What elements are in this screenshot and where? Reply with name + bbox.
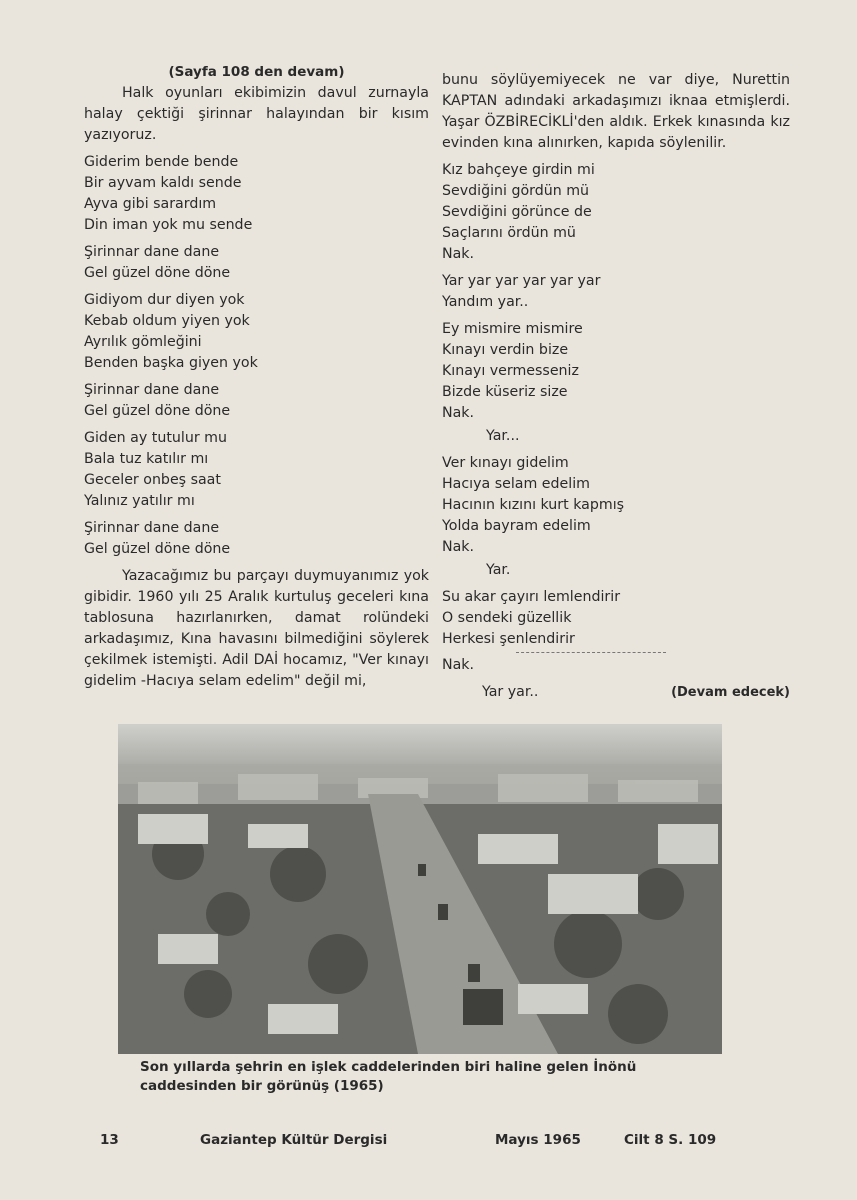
to-be-continued: (Devam edecek) xyxy=(671,685,790,700)
verse-line: Giden ay tutulur mu xyxy=(84,430,227,446)
stanza-mismire xyxy=(442,319,790,424)
verse-line: Gel güzel döne döne xyxy=(84,541,231,557)
verse-line: Gidiyom dur diyen yok xyxy=(84,292,245,308)
stanza xyxy=(84,518,429,560)
right-column xyxy=(442,70,790,703)
verse-line: Gel güzel döne döne xyxy=(84,265,231,281)
verse-line: Kız bahçeye girdin mi xyxy=(442,162,595,178)
verse-line: Nak. xyxy=(442,657,475,673)
verse-line: Yar yar yar yar yar yar xyxy=(442,273,601,289)
verse-line: Benden başka giyen yok xyxy=(84,355,258,371)
city-street-photo-illustration xyxy=(118,724,722,1054)
stanza-su-akar xyxy=(442,587,790,650)
verse-line: Bir ayvam kaldı sende xyxy=(84,175,242,191)
stanza xyxy=(84,380,429,422)
verse-line: Kınayı verdin bize xyxy=(442,342,569,358)
verse-line: Hacıya selam edelim xyxy=(442,476,590,492)
refrain-yar-2: Yar. xyxy=(486,562,511,578)
stanza xyxy=(84,242,429,284)
left-column xyxy=(84,62,429,698)
verse-line: Herkesi şenlendirir xyxy=(442,631,575,647)
photo-caption: Son yıllarda şehrin en işlek caddelerinden biri haline gelen İnönü caddesinden bir görünüş (1965) xyxy=(140,1059,637,1094)
stanza-ver-kinayi xyxy=(442,453,790,558)
refrain-yar: Yar... xyxy=(486,428,520,444)
stanza-kiz-bahceye xyxy=(442,160,790,265)
verse-line: Ayrılık gömleğini xyxy=(84,334,202,350)
volume-issue: Cilt 8 S. 109 xyxy=(624,1132,717,1148)
stanza xyxy=(84,152,429,236)
verse-line: Yalınız yatılır mı xyxy=(84,493,195,509)
verse-line: Yandım yar.. xyxy=(442,294,529,310)
verse-line: Kebab oldum yiyen yok xyxy=(84,313,250,329)
continuation-note: (Sayfa 108 den devam) xyxy=(168,64,345,80)
verse-line: Sevdiğini görünce de xyxy=(442,204,592,220)
verse-line: Giderim bende bende xyxy=(84,154,239,170)
page-footer xyxy=(100,1132,740,1154)
verse-line: Saçlarını ördün mü xyxy=(442,225,576,241)
final-row xyxy=(442,682,790,703)
stanza xyxy=(84,290,429,374)
verse-line: Sevdiğini gördün mü xyxy=(442,183,590,199)
stanza xyxy=(84,428,429,512)
verse-line: Nak. xyxy=(442,405,475,421)
closing-paragraph: Yazacağımız bu parçayı duymuyanımız yok gibidir. 1960 yılı 25 Aralık kurtuluş geceleri kına tablosuna hazırlanırken, damat rolündeki arkadaşımız, Kına havasını bilmediğini söylerek çekilmek istemişti. Adil DAİ hocamız, "Ver kınayı gidelim -Hacıya selam edelim" değil mi, xyxy=(84,568,429,689)
verse-line: Ey mismire mismire xyxy=(442,321,583,337)
page-number: 13 xyxy=(100,1132,119,1148)
verse-line: Su akar çayırı lemlendirir xyxy=(442,589,621,605)
final-refrain: Yar yar.. xyxy=(482,684,539,700)
stanza-yar-yar xyxy=(442,271,790,313)
opening-paragraph: bunu söylüyemiyecek ne var diye, Nurettin KAPTAN adındaki arkadaşımızı iknaa etmişlerdi. Yaşar ÖZBİRECİKLİ'den aldık. Erkek kınasında kız evinden kına alınırken, kapıda söylenilir. xyxy=(442,72,790,151)
street-photo xyxy=(118,724,722,1054)
verse-line: Gel güzel döne döne xyxy=(84,403,231,419)
verse-line: Şirinnar dane dane xyxy=(84,382,220,398)
verse-line: Geceler onbeş saat xyxy=(84,472,221,488)
verse-line: Din iman yok mu sende xyxy=(84,217,253,233)
intro-paragraph: Halk oyunları ekibimizin davul zurnayla halay çektiği şirinnar halayından bir kısım yazıyoruz. xyxy=(84,85,429,143)
verse-line: Ayva gibi sarardım xyxy=(84,196,217,212)
divider-rule xyxy=(516,652,666,653)
verse-line: Hacının kızını kurt kapmış xyxy=(442,497,625,513)
verse-line: Yolda bayram edelim xyxy=(442,518,591,534)
verse-line: O sendeki güzellik xyxy=(442,610,572,626)
verse-line: Şirinnar dane dane xyxy=(84,520,220,536)
verse-line: Ver kınayı gidelim xyxy=(442,455,569,471)
verse-line: Bala tuz katılır mı xyxy=(84,451,209,467)
magazine-name: Gaziantep Kültür Dergisi xyxy=(200,1132,388,1148)
verse-line: Bizde küseriz size xyxy=(442,384,568,400)
left-stanzas xyxy=(84,152,429,560)
issue-date: Mayıs 1965 xyxy=(495,1132,581,1148)
verse-line: Kınayı vermesseniz xyxy=(442,363,579,379)
verse-line: Nak. xyxy=(442,246,475,262)
verse-line: Şirinnar dane dane xyxy=(84,244,220,260)
verse-line: Nak. xyxy=(442,539,475,555)
